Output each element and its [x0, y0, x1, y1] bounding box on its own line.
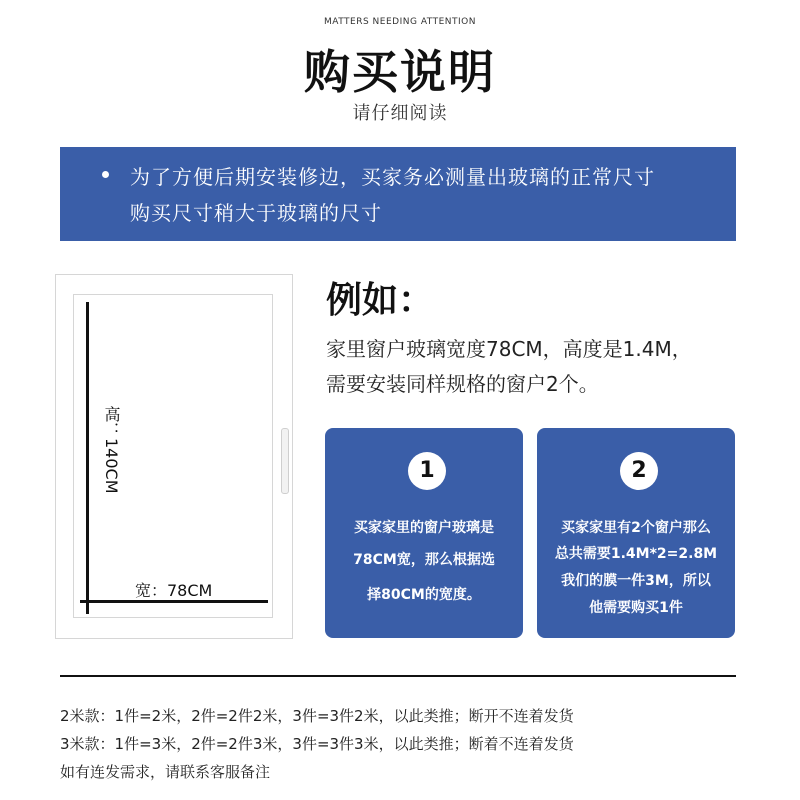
banner-line-1: 为了方便后期安装修边，买家务必测量出玻璃的正常尺寸: [130, 165, 655, 189]
step-card-2: [537, 428, 735, 638]
banner-line-2: 购买尺寸稍大于玻璃的尺寸: [130, 201, 382, 225]
bullet-dot-icon: [102, 171, 109, 178]
note-line-2: 3米款：1件=3米，2件=2件3米，3件=3件3米，以此类推；断着不连着发货: [60, 735, 574, 753]
subtitle-chinese: 请仔细阅读: [352, 103, 448, 124]
note-line-3: 如有连发需求，请联系客服备注: [60, 763, 271, 781]
section-divider: [60, 675, 736, 677]
example-line-2: 需要安装同样规格的窗户2个。: [326, 372, 599, 396]
step-number-badge: 1: [408, 452, 446, 490]
card-text-line: 买家家里的窗户玻璃是: [354, 520, 494, 536]
note-line-1: 2米款：1件=2米，2件=2件2米，3件=3件2米，以此类推；断开不连着发货: [60, 707, 574, 725]
card-text-line: 总共需要1.4M*2=2.8M: [554, 546, 718, 562]
card-text-line: 78CM宽，那么根据选: [353, 552, 495, 568]
card-text-line: 他需要购买1件: [589, 600, 683, 616]
height-label: 高：140CM: [102, 406, 121, 494]
step-card-1: [325, 428, 523, 638]
card-text-line: 买家家里有2个窗户那么: [561, 520, 711, 536]
example-line-1: 家里窗户玻璃宽度78CM，高度是1.4M，: [326, 337, 692, 361]
card-text-line: 择80CM的宽度。: [367, 587, 481, 603]
subtitle-english: MATTERS NEEDING ATTENTION: [323, 17, 476, 27]
card-text-line: 我们的膜一件3M，所以: [561, 573, 711, 589]
example-heading: 例如：: [326, 280, 435, 321]
height-measure-line: [86, 302, 89, 614]
step-number-badge: 2: [620, 452, 658, 490]
page-title: 购买说明: [304, 45, 496, 99]
notice-banner: [60, 147, 736, 241]
window-handle-icon: [281, 428, 289, 494]
width-label: 宽：78CM: [135, 581, 213, 600]
